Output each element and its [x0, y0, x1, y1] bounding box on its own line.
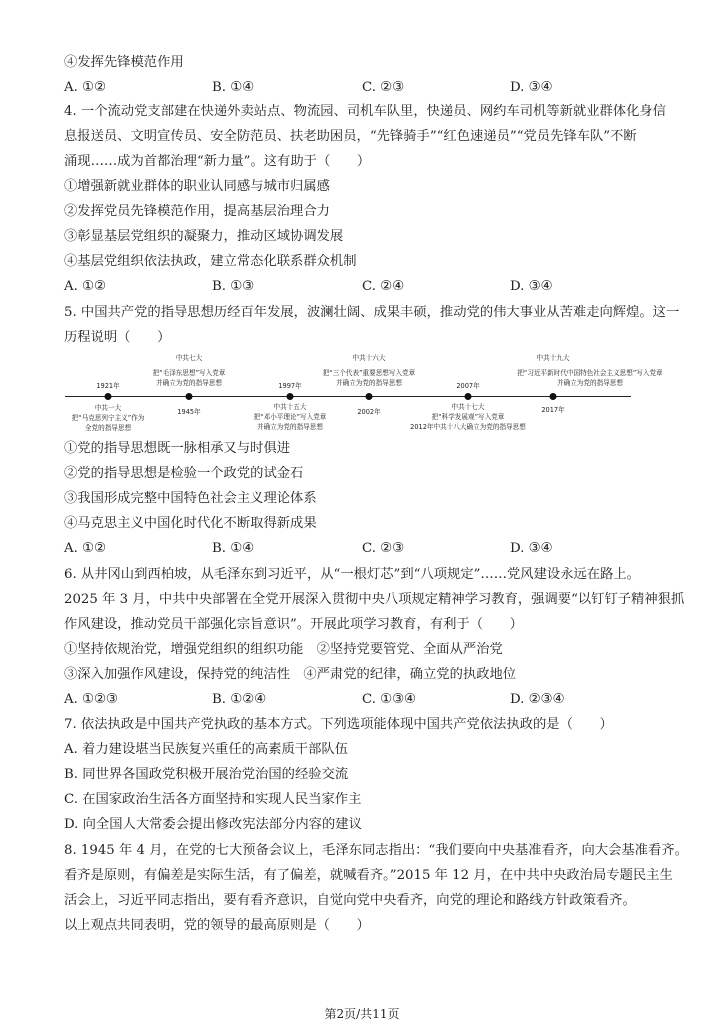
- q4-item: ①增强新就业群体的职业认同感与城市归属感: [64, 179, 330, 194]
- q3-option-a: A. ①②: [64, 80, 106, 95]
- timeline-event-title: 中共十九大: [536, 354, 570, 362]
- q5-option-b: B. ①④: [212, 541, 255, 556]
- q4-item: ③彰显基层党组织的凝聚力，推动区域协调发展: [64, 229, 344, 244]
- q8-stem-line: 8. 1945 年 4 月，在党的七大预备会议上，毛泽东同志指出：“我们要向中央基准看齐，向大会基准看齐。: [64, 843, 688, 858]
- q4-stem-line: 涌现……成为首都治理“新力量”。这有助于（ ）: [64, 154, 371, 169]
- q5-stem-line: 5. 中国共产党的指导思想历经百年发展，波澜壮阔、成果丰硕，推动党的伟大事业从苦难走向辉煌。这一: [64, 305, 680, 320]
- timeline-event-title: 中共十七大: [451, 403, 485, 411]
- timeline-dot: [465, 393, 472, 400]
- q4-option-d: D. ③④: [510, 279, 553, 294]
- q5-item: ②党的指导思想是检验一个政党的试金石: [64, 466, 304, 481]
- timeline-dot: [366, 393, 373, 400]
- timeline-event-text: 把“三个代表”重要思想写入党章: [322, 369, 416, 377]
- timeline-year: 1997年: [278, 382, 302, 390]
- timeline-dot: [105, 393, 112, 400]
- timeline-event-text: 并确立为党的指导思想: [257, 423, 323, 431]
- q7-option-d: D. 向全国人大常委会提出修改宪法部分内容的建议: [64, 817, 362, 832]
- timeline-event-text: 并确立为党的指导思想: [557, 379, 623, 387]
- timeline-year: 1921年: [96, 382, 120, 390]
- q7-option-b: B. 同世界各国政党积极开展治党治国的经验交流: [64, 767, 349, 782]
- timeline-event-text: 把“毛泽东思想”写入党章: [152, 369, 226, 377]
- q6-items-line: ③深入加强作风建设，保持党的纯洁性 ④严肃党的纪律，确立党的执政地位: [64, 667, 517, 682]
- q4-stem-line: 息报送员、文明宣传员、安全防范员、扶老助困员，“先锋骑手”“红色速递员”“党员先锋车队”不断: [64, 129, 637, 144]
- q4-item: ②发挥党员先锋模范作用，提高基层治理合力: [64, 204, 330, 219]
- timeline-dot: [186, 393, 193, 400]
- q7-option-a: A. 着力建设堪当民族复兴重任的高素质干部队伍: [64, 742, 348, 757]
- q3-option-b: B. ①④: [212, 80, 255, 95]
- timeline-dot: [550, 393, 557, 400]
- timeline-event-text: 并确立为党的指导思想: [156, 379, 222, 387]
- timeline-year: 2007年: [456, 382, 480, 390]
- q5-item: ③我国形成完整中国特色社会主义理论体系: [64, 491, 317, 506]
- q6-stem-line: 2025 年 3 月，中共中央部署在全党开展深入贯彻中央八项规定精神学习教育，强调要“以钉钉子精神狠抓: [64, 592, 685, 607]
- q3-option-c: C. ②③: [362, 80, 404, 95]
- timeline-year: 1945年: [177, 408, 201, 416]
- timeline-dot: [287, 393, 294, 400]
- timeline-year: 2002年: [357, 408, 381, 416]
- q5-option-c: C. ②③: [362, 541, 404, 556]
- q5-stem-line: 历程说明（ ）: [64, 330, 171, 345]
- q4-option-a: A. ①②: [64, 279, 106, 294]
- q8-stem-line: 活会上，习近平同志指出，要有看齐意识，自觉向党中央看齐，向党的理论和路线方针政策看齐。: [64, 893, 636, 908]
- q6-option-d: D. ②③④: [510, 692, 565, 707]
- q4-option-c: C. ②④: [362, 279, 404, 294]
- q3-option-d: D. ③④: [510, 80, 553, 95]
- q6-stem-line: 作风建设，推动党员干部强化宗旨意识”。开展此项学习教育，有利于（ ）: [64, 617, 523, 632]
- timeline-event-text: 2012年中共十八大确立为党的指导思想: [410, 423, 526, 431]
- timeline-event-text: 把“科学发展观”写入党章: [431, 413, 505, 421]
- q6-option-c: C. ①③④: [362, 692, 416, 707]
- q4-stem-line: 4. 一个流动党支部建在快递外卖站点、物流园、司机车队里，快递员、网约车司机等新就业群体化身信: [64, 104, 666, 119]
- q5-option-d: D. ③④: [510, 541, 553, 556]
- q7-stem: 7. 依法执政是中国共产党执政的基本方式。下列选项能体现中国共产党依法执政的是（ ）: [64, 717, 613, 732]
- timeline-year: 2017年: [541, 406, 565, 414]
- q6-option-b: B. ①②④: [212, 692, 266, 707]
- q6-option-a: A. ①②③: [64, 692, 118, 707]
- timeline-event-text: 把“马克思列宁主义”作为: [71, 414, 145, 422]
- timeline-event-text: 并确立为党的指导思想: [336, 379, 402, 387]
- timeline-event-title: 中共七大: [175, 354, 203, 362]
- q5-option-a: A. ①②: [64, 541, 106, 556]
- page-number: 第2页/共11页: [324, 1007, 400, 1021]
- q8-stem-line: 以上观点共同表明，党的领导的最高原则是（ ）: [64, 918, 370, 933]
- q6-items-line: ①坚持依规治党，增强党组织的组织功能 ②坚持党要管党、全面从严治党: [64, 642, 503, 657]
- timeline-axis: [65, 396, 631, 397]
- timeline-event-title: 中共十六大: [352, 354, 386, 362]
- timeline-event-text: 把“习近平新时代中国特色社会主义思想”写入党章: [517, 369, 663, 377]
- q5-item: ①党的指导思想既一脉相承又与时俱进: [64, 441, 291, 456]
- q7-option-c: C. 在国家政治生活各方面坚持和实现人民当家作主: [64, 792, 362, 807]
- timeline-event-title: 中共十五大: [273, 403, 307, 411]
- q4-item: ④基层党组织依法执政，建立常态化联系群众机制: [64, 254, 357, 269]
- q5-item: ④马克思主义中国化时代化不断取得新成果: [64, 516, 317, 531]
- q8-stem-line: 看齐是原则，有偏差是实际生活，有了偏差，就喊看齐。”2015 年 12 月，在中共中央政治局专题民主生: [64, 868, 673, 883]
- q4-option-b: B. ①③: [212, 279, 255, 294]
- timeline-event-title: 中共一大: [94, 404, 122, 412]
- timeline-event-text: 全党的指导思想: [84, 424, 132, 432]
- q6-stem-line: 6. 从井冈山到西柏坡，从毛泽东到习近平，从“一根灯芯”到“八项规定”……党风建设永远在路上。: [64, 567, 640, 582]
- timeline-event-text: 把“邓小平理论”写入党章: [253, 413, 327, 421]
- q3-item-4: ④发挥先锋模范作用: [64, 55, 184, 70]
